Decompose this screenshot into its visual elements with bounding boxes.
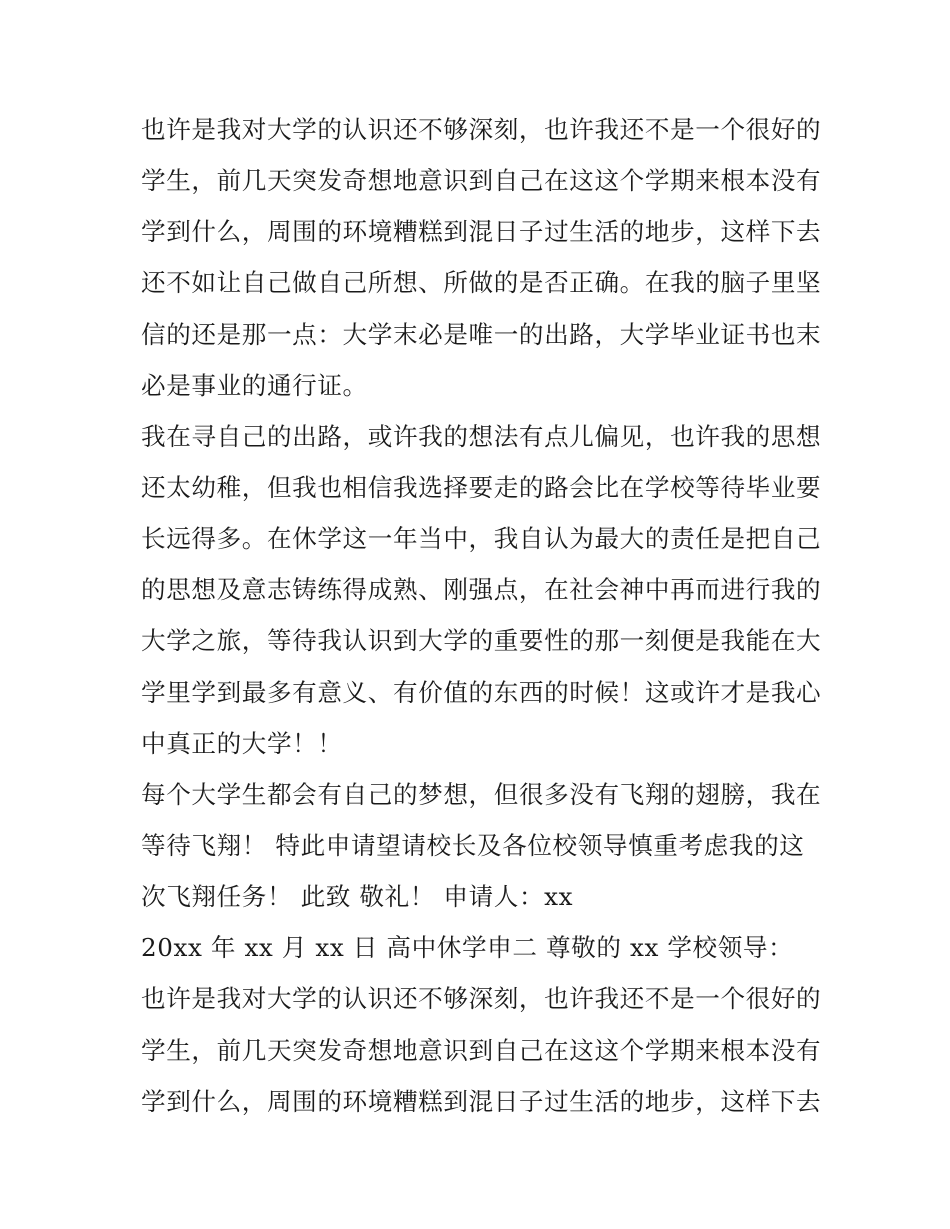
- text-line: 长远得多。在休学这一年当中，我自认为最大的责任是把自己: [141, 524, 822, 554]
- text-line: 也许是我对大学的认识还不够深刻，也许我还不是一个很好的: [141, 115, 822, 144]
- text-line: 也许是我对大学的认识还不够深刻，也许我还不是一个很好的: [141, 984, 822, 1014]
- text-line: 中真正的大学！！: [141, 728, 343, 758]
- text-line: 次飞翔任务！ 此致 敬礼！ 申请人：xx: [141, 882, 574, 912]
- text-line: 信的还是那一点：大学末必是唯一的出路，大学毕业证书也末: [141, 319, 822, 349]
- text-line: 学里学到最多有意义、有价值的东西的时候！这或许才是我心: [141, 677, 822, 707]
- text-line: 的思想及意志铸练得成熟、刚强点，在社会神中再而进行我的: [141, 575, 822, 605]
- text-line: 我在寻自己的出路，或许我的想法有点儿偏见，也许我的思想: [141, 421, 822, 451]
- paragraph-3: [141, 769, 821, 922]
- text-line: 等待飞翔！ 特此申请望请校长及各位校领导慎重考虑我的这: [141, 830, 805, 860]
- paragraph-2: [141, 411, 821, 769]
- document-body: [141, 104, 821, 1127]
- text-line: 学到什么，周围的环境糟糕到混日子过生活的地步，这样下去: [141, 1086, 822, 1116]
- text-line: 还不如让自己做自己所想、所做的是否正确。在我的脑子里坚: [141, 268, 822, 298]
- paragraph-1: [141, 104, 821, 411]
- text-line: 还太幼稚，但我也相信我选择要走的路会比在学校等待毕业要: [141, 472, 822, 502]
- text-line: 学生，前几天突发奇想地意识到自己在这这个学期来根本没有: [141, 166, 822, 196]
- text-line: 20xx 年 xx 月 xx 日 高中休学申二 尊敬的 xx 学校领导：: [141, 933, 794, 963]
- text-line: 学生，前几天突发奇想地意识到自己在这这个学期来根本没有: [141, 1035, 822, 1065]
- text-line: 学到什么，周围的环境糟糕到混日子过生活的地步，这样下去: [141, 217, 822, 247]
- paragraph-5: [141, 973, 821, 1126]
- text-line: 必是事业的通行证。: [141, 370, 368, 400]
- paragraph-4-date-salutation: [141, 922, 821, 973]
- text-line: 每个大学生都会有自己的梦想，但很多没有飞翔的翅膀，我在: [141, 779, 822, 809]
- text-line: 大学之旅，等待我认识到大学的重要性的那一刻便是我能在大: [141, 626, 822, 656]
